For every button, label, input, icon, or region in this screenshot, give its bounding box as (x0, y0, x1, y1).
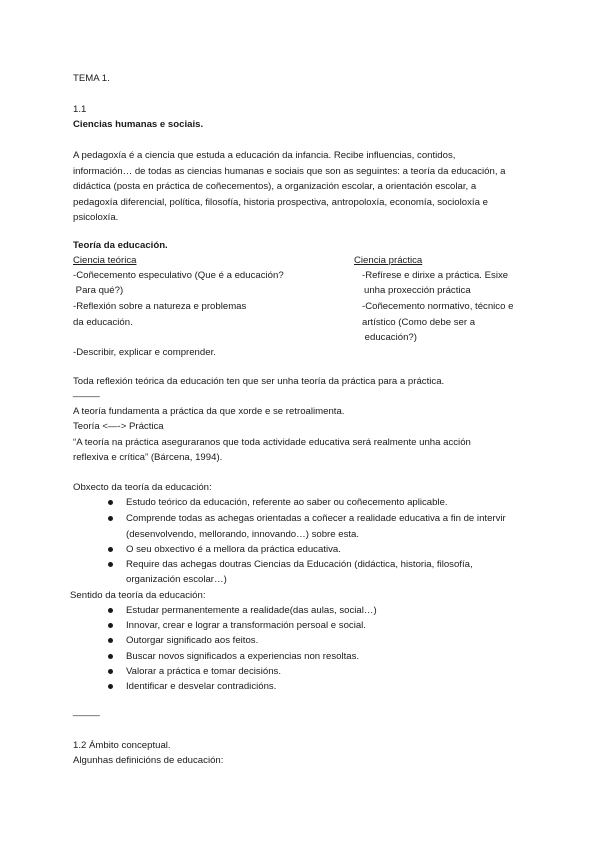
col-right-line: artístico (Como debe ser a (362, 317, 476, 328)
list-item (0, 620, 600, 632)
col-left-line: Para qué?) (73, 285, 124, 296)
list-item-text: Comprende todas as achegas orientadas a coñecer a realidade educativa a fin de intervir (126, 513, 506, 524)
list-item (0, 513, 600, 525)
sentido-heading: Sentido da teoría da educación: (70, 590, 206, 601)
fundamenta-line: A teoría fundamenta a práctica da que xorde e se retroalimenta. (73, 406, 345, 417)
col-left-heading: Ciencia teórica (73, 255, 137, 266)
bullet-icon (108, 669, 113, 674)
list-item-text: Valorar a práctica e tomar decisións. (126, 666, 281, 677)
col-right-line: educación?) (362, 332, 417, 343)
intro-line: psicoloxía. (73, 212, 119, 223)
list-item (0, 544, 600, 556)
col-left-line: -Coñecemento especulativo (Que é a educación? (73, 270, 284, 281)
section-number: 1.1 (73, 104, 87, 115)
list-item-text: O seu obxectivo é a mellora da práctica educativa. (126, 544, 341, 555)
quote-line: reflexiva e crítica” (Bárcena, 1994). (73, 452, 223, 463)
list-item (0, 605, 600, 617)
section-title: Ciencias humanas e sociais. (73, 119, 204, 130)
list-item-text: Innovar, crear e lograr a transformación persoal e social. (126, 620, 366, 631)
list-item-continuation: (desenvolvendo, mellorando, innovando…) sobre esta. (126, 529, 360, 540)
tema-title: TEMA 1. (73, 73, 110, 84)
bullet-icon (108, 623, 113, 628)
bullet-icon (108, 638, 113, 643)
ambito-heading: 1.2 Ámbito conceptual. (73, 740, 171, 751)
list-item (0, 559, 600, 571)
list-item-text: Buscar novos significados a experiencias non resoltas. (126, 651, 360, 662)
bullet-icon (108, 608, 113, 613)
quote-line: “A teoría na práctica aseguraranos que toda actividade educativa será realmente unha acción (73, 437, 471, 448)
algunhas-line: Algunhas definicións de educación: (73, 755, 224, 766)
bullet-icon (108, 516, 113, 521)
teoria-practica-line: Teoría <—-> Práctica (73, 421, 164, 432)
col-right-line: unha proxección práctica (364, 285, 471, 296)
list-item-text: Outorgar significado aos feitos. (126, 635, 259, 646)
bullet-icon (108, 654, 113, 659)
list-item (0, 635, 600, 647)
col-left-line: -Reflexión sobre a natureza e problemas (73, 301, 247, 312)
list-item-text: Require das achegas doutras Ciencias da Educación (didáctica, historia, filosofía, (126, 559, 473, 570)
list-item-text: Estudo teórico da educación, referente ao saber ou coñecemento aplicable. (126, 497, 448, 508)
intro-line: pedagoxía diferencial, política, filosofía, historia prospectiva, antropoloxía, economía, socioloxía e (73, 197, 488, 208)
describir-line: -Describir, explicar e comprender. (73, 347, 216, 358)
list-item-text: Estudar permanentemente a realidade(das aulas, social…) (126, 605, 377, 616)
bullet-icon (108, 562, 113, 567)
list-item (0, 681, 600, 693)
list-item (0, 651, 600, 663)
list-item (0, 666, 600, 678)
teoria-heading: Teoría da educación. (73, 240, 168, 251)
divider-line: _____ (73, 706, 100, 717)
col-right-heading: Ciencia práctica (354, 255, 423, 266)
bullet-icon (108, 500, 113, 505)
reflexion-line: Toda reflexión teórica da educación ten que ser unha teoría da práctica para a práctica. (73, 376, 445, 387)
col-left-line: da educación. (73, 317, 133, 328)
intro-line: información… de todas as ciencias humanas e sociais que son as seguintes: a teoría da educación, a (73, 166, 506, 177)
intro-line: A pedagoxía é a ciencia que estuda a educación da infancia. Recibe influencias, contidos, (73, 150, 456, 161)
col-right-line: -Refírese e dirixe a práctica. Esixe (362, 270, 509, 281)
list-item-text: Identificar e desvelar contradicións. (126, 681, 277, 692)
bullet-icon (108, 684, 113, 689)
list-item-continuation: organización escolar…) (126, 574, 227, 585)
intro-line: didáctica (posta en práctica de coñecementos), a organización escolar, a orientación escolar, a (73, 181, 477, 192)
col-right-line: -Coñecemento normativo, técnico e (362, 301, 514, 312)
divider-line: _____ (73, 387, 100, 398)
obxecto-heading: Obxecto da teoría da educación: (73, 482, 212, 493)
list-item (0, 497, 600, 509)
bullet-icon (108, 547, 113, 552)
